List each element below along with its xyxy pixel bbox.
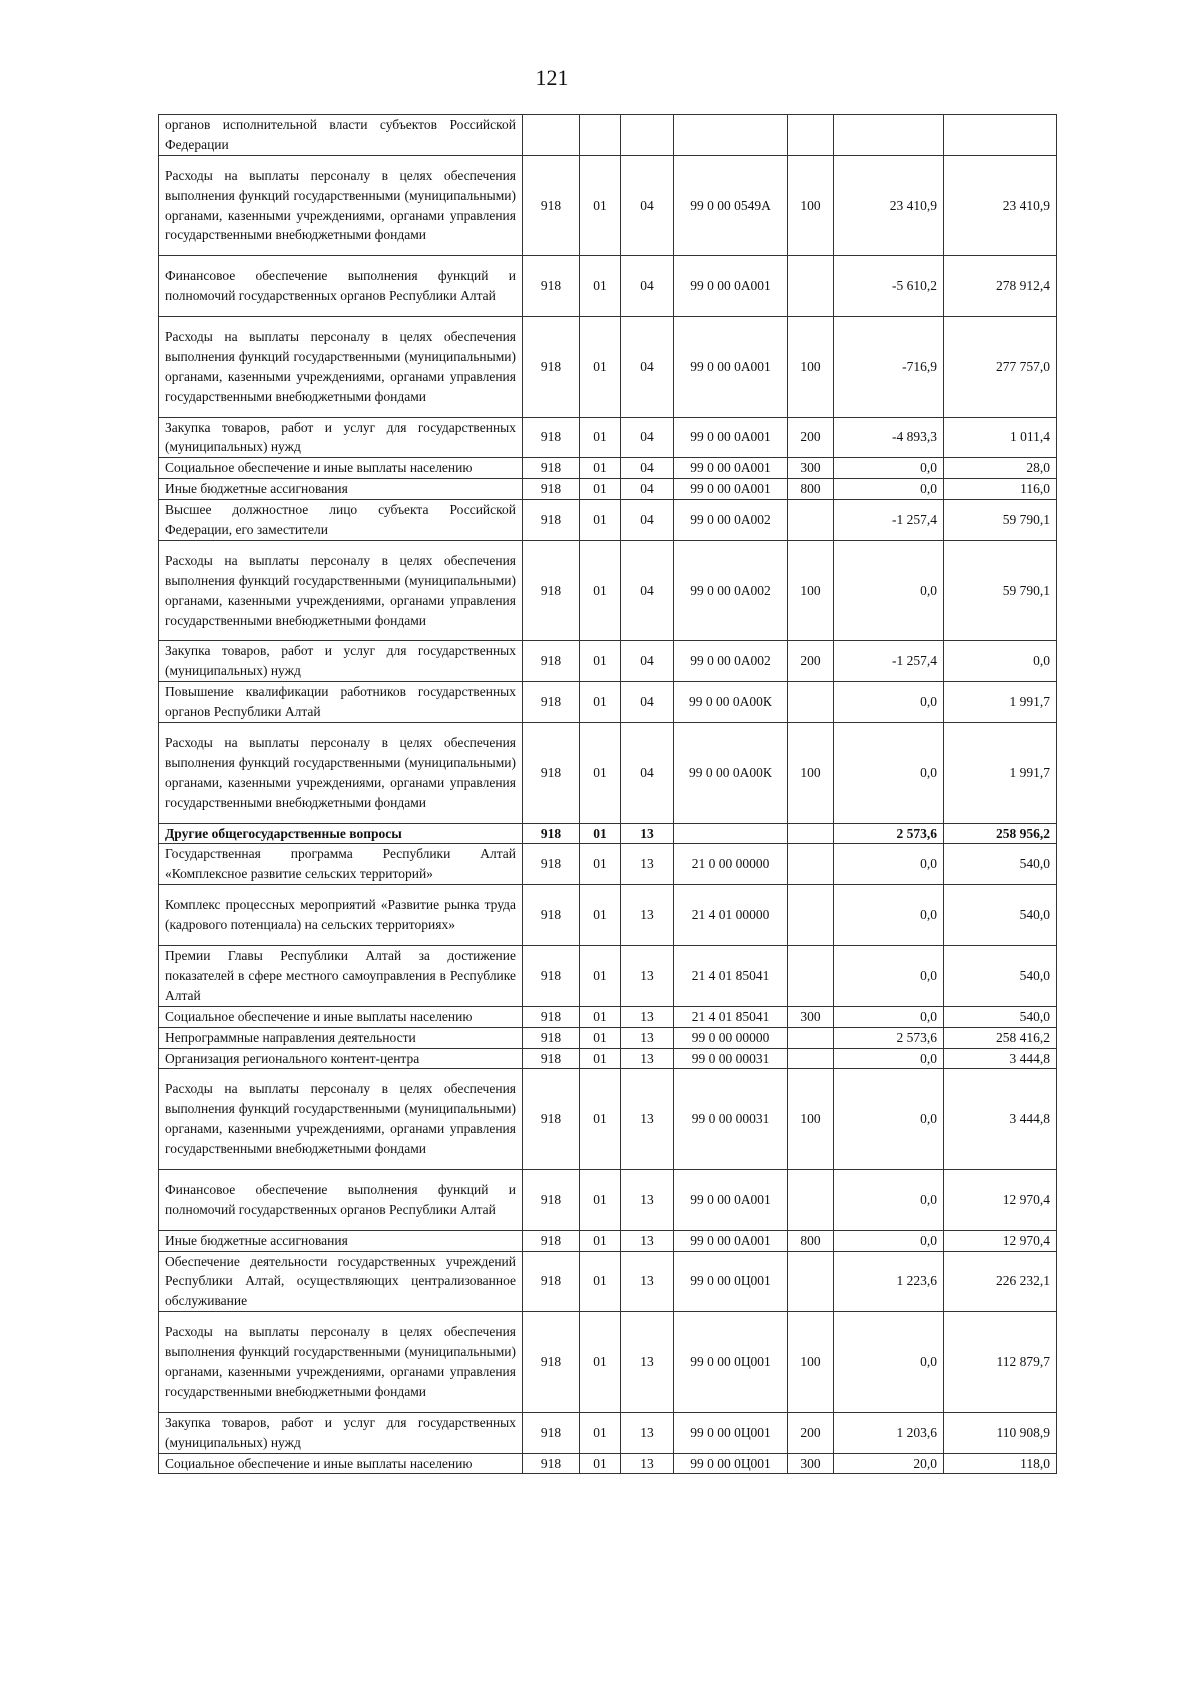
table-row xyxy=(159,1027,1057,1048)
table-row xyxy=(159,1048,1057,1069)
expense-type-cell xyxy=(788,844,834,885)
change-amount-cell: 0,0 xyxy=(834,1230,944,1251)
grbs-code-cell: 918 xyxy=(523,417,580,458)
grbs-code-cell: 918 xyxy=(523,1453,580,1474)
total-amount-cell: 59 790,1 xyxy=(944,540,1057,641)
grbs-code-cell: 918 xyxy=(523,823,580,844)
expense-name-cell: Финансовое обеспечение выполнения функций и полномочий государственных органов Республики Алтай xyxy=(159,1169,523,1230)
total-amount-cell: 3 444,8 xyxy=(944,1069,1057,1170)
total-amount-cell: 118,0 xyxy=(944,1453,1057,1474)
section-code-cell: 01 xyxy=(580,1412,621,1453)
section-code-cell: 01 xyxy=(580,155,621,256)
table-row xyxy=(159,1251,1057,1312)
grbs-code-cell: 918 xyxy=(523,500,580,541)
change-amount-cell: 0,0 xyxy=(834,1006,944,1027)
total-amount-cell: 278 912,4 xyxy=(944,256,1057,317)
expense-name-cell: Повышение квалификации работников государственных органов Республики Алтай xyxy=(159,682,523,723)
subsection-code-cell: 13 xyxy=(621,1069,674,1170)
change-amount-cell: 0,0 xyxy=(834,682,944,723)
target-article-cell: 99 0 00 0А002 xyxy=(674,500,788,541)
expense-type-cell xyxy=(788,1027,834,1048)
section-code-cell: 01 xyxy=(580,682,621,723)
expense-type-cell: 100 xyxy=(788,317,834,418)
total-amount-cell: 540,0 xyxy=(944,885,1057,946)
section-code-cell: 01 xyxy=(580,1069,621,1170)
table-row xyxy=(159,458,1057,479)
target-article-cell: 99 0 00 0А001 xyxy=(674,317,788,418)
target-article-cell: 99 0 00 0А00К xyxy=(674,682,788,723)
subsection-code-cell: 04 xyxy=(621,723,674,824)
target-article-cell: 99 0 00 0А00К xyxy=(674,723,788,824)
section-code-cell: 01 xyxy=(580,1251,621,1312)
subsection-code-cell: 04 xyxy=(621,256,674,317)
change-amount-cell: 0,0 xyxy=(834,945,944,1006)
section-code-cell: 01 xyxy=(580,500,621,541)
change-amount-cell: 0,0 xyxy=(834,844,944,885)
target-article-cell xyxy=(674,823,788,844)
section-code-cell: 01 xyxy=(580,823,621,844)
grbs-code-cell: 918 xyxy=(523,1027,580,1048)
total-amount-cell: 59 790,1 xyxy=(944,500,1057,541)
section-code-cell: 01 xyxy=(580,317,621,418)
expense-type-cell xyxy=(788,1251,834,1312)
expense-type-cell xyxy=(788,500,834,541)
change-amount-cell: 0,0 xyxy=(834,1312,944,1413)
grbs-code-cell: 918 xyxy=(523,1251,580,1312)
change-amount-cell: 0,0 xyxy=(834,885,944,946)
section-code-cell: 01 xyxy=(580,540,621,641)
expense-name-cell: Закупка товаров, работ и услуг для государственных (муниципальных) нужд xyxy=(159,641,523,682)
expense-name-cell: Высшее должностное лицо субъекта Российской Федерации, его заместители xyxy=(159,500,523,541)
section-code-cell: 01 xyxy=(580,1169,621,1230)
table-row xyxy=(159,256,1057,317)
subsection-code-cell: 04 xyxy=(621,540,674,641)
expense-type-cell xyxy=(788,885,834,946)
table-row xyxy=(159,1453,1057,1474)
target-article-cell: 99 0 00 0А001 xyxy=(674,1169,788,1230)
change-amount-cell: 0,0 xyxy=(834,723,944,824)
section-code-cell: 01 xyxy=(580,417,621,458)
target-article-cell: 99 0 00 0А002 xyxy=(674,540,788,641)
subsection-code-cell: 13 xyxy=(621,945,674,1006)
subsection-code-cell: 13 xyxy=(621,1169,674,1230)
expense-name-cell: Премии Главы Республики Алтай за достижение показателей в сфере местного самоуправления в Республике Алтай xyxy=(159,945,523,1006)
grbs-code-cell: 918 xyxy=(523,1048,580,1069)
section-code-cell: 01 xyxy=(580,479,621,500)
section-code-cell: 01 xyxy=(580,1048,621,1069)
subsection-code-cell: 13 xyxy=(621,1312,674,1413)
change-amount-cell: 0,0 xyxy=(834,1048,944,1069)
change-amount-cell: 1 223,6 xyxy=(834,1251,944,1312)
target-article-cell: 99 0 00 0А001 xyxy=(674,458,788,479)
target-article-cell: 99 0 00 0Ц001 xyxy=(674,1453,788,1474)
total-amount-cell: 110 908,9 xyxy=(944,1412,1057,1453)
subsection-code-cell: 13 xyxy=(621,1453,674,1474)
change-amount-cell: 0,0 xyxy=(834,1069,944,1170)
expense-type-cell: 300 xyxy=(788,458,834,479)
expense-name-cell: Закупка товаров, работ и услуг для государственных (муниципальных) нужд xyxy=(159,417,523,458)
subsection-code-cell: 13 xyxy=(621,1006,674,1027)
subsection-code-cell: 04 xyxy=(621,479,674,500)
change-amount-cell: -1 257,4 xyxy=(834,641,944,682)
expense-name-cell: органов исполнительной власти субъектов Российской Федерации xyxy=(159,115,523,156)
table-row xyxy=(159,823,1057,844)
total-amount-cell: 1 991,7 xyxy=(944,723,1057,824)
total-amount-cell: 258 416,2 xyxy=(944,1027,1057,1048)
target-article-cell: 99 0 00 0А001 xyxy=(674,417,788,458)
expense-type-cell: 800 xyxy=(788,479,834,500)
expense-type-cell: 100 xyxy=(788,540,834,641)
total-amount-cell: 116,0 xyxy=(944,479,1057,500)
target-article-cell: 21 0 00 00000 xyxy=(674,844,788,885)
table-row xyxy=(159,1006,1057,1027)
subsection-code-cell: 04 xyxy=(621,458,674,479)
grbs-code-cell: 918 xyxy=(523,844,580,885)
expense-name-cell: Социальное обеспечение и иные выплаты населению xyxy=(159,458,523,479)
grbs-code-cell: 918 xyxy=(523,256,580,317)
expense-type-cell xyxy=(788,682,834,723)
expense-type-cell xyxy=(788,256,834,317)
section-code-cell: 01 xyxy=(580,458,621,479)
change-amount-cell: -716,9 xyxy=(834,317,944,418)
section-code-cell: 01 xyxy=(580,256,621,317)
expense-type-cell: 100 xyxy=(788,1069,834,1170)
total-amount-cell: 0,0 xyxy=(944,641,1057,682)
table-row xyxy=(159,1412,1057,1453)
table-row xyxy=(159,540,1057,641)
target-article-cell xyxy=(674,115,788,156)
section-code-cell: 01 xyxy=(580,945,621,1006)
total-amount-cell: 28,0 xyxy=(944,458,1057,479)
section-code-cell: 01 xyxy=(580,1453,621,1474)
section-code-cell: 01 xyxy=(580,1230,621,1251)
table-row xyxy=(159,844,1057,885)
expense-type-cell xyxy=(788,115,834,156)
change-amount-cell: 0,0 xyxy=(834,540,944,641)
target-article-cell: 99 0 00 0А001 xyxy=(674,479,788,500)
expense-name-cell: Расходы на выплаты персоналу в целях обеспечения выполнения функций государственными (муниципальными) органами, казенными учреждениями, органами управления государственными внебюджетными фондами xyxy=(159,317,523,418)
expense-type-cell: 800 xyxy=(788,1230,834,1251)
subsection-code-cell: 04 xyxy=(621,317,674,418)
change-amount-cell: 23 410,9 xyxy=(834,155,944,256)
grbs-code-cell: 918 xyxy=(523,1006,580,1027)
change-amount-cell: 0,0 xyxy=(834,479,944,500)
grbs-code-cell: 918 xyxy=(523,479,580,500)
page-number: 121 xyxy=(535,65,569,90)
table-row xyxy=(159,1169,1057,1230)
expense-type-cell: 300 xyxy=(788,1006,834,1027)
subsection-code-cell: 13 xyxy=(621,885,674,946)
change-amount-cell: 0,0 xyxy=(834,458,944,479)
table-row xyxy=(159,682,1057,723)
change-amount-cell: -1 257,4 xyxy=(834,500,944,541)
table-row xyxy=(159,417,1057,458)
section-code-cell: 01 xyxy=(580,885,621,946)
target-article-cell: 21 4 01 85041 xyxy=(674,945,788,1006)
grbs-code-cell: 918 xyxy=(523,885,580,946)
change-amount-cell: 1 203,6 xyxy=(834,1412,944,1453)
expense-name-cell: Обеспечение деятельности государственных учреждений Республики Алтай, осуществляющих централизованное обслуживание xyxy=(159,1251,523,1312)
change-amount-cell: 2 573,6 xyxy=(834,1027,944,1048)
expense-name-cell: Расходы на выплаты персоналу в целях обеспечения выполнения функций государственными (муниципальными) органами, казенными учреждениями, органами управления государственными внебюджетными фондами xyxy=(159,1069,523,1170)
section-code-cell: 01 xyxy=(580,723,621,824)
expense-name-cell: Финансовое обеспечение выполнения функций и полномочий государственных органов Республики Алтай xyxy=(159,256,523,317)
total-amount-cell: 112 879,7 xyxy=(944,1312,1057,1413)
total-amount-cell xyxy=(944,115,1057,156)
target-article-cell: 21 4 01 00000 xyxy=(674,885,788,946)
expense-name-cell: Расходы на выплаты персоналу в целях обеспечения выполнения функций государственными (муниципальными) органами, казенными учреждениями, органами управления государственными внебюджетными фондами xyxy=(159,155,523,256)
grbs-code-cell: 918 xyxy=(523,1412,580,1453)
grbs-code-cell: 918 xyxy=(523,723,580,824)
table-row xyxy=(159,1069,1057,1170)
table-row xyxy=(159,1230,1057,1251)
expense-name-cell: Иные бюджетные ассигнования xyxy=(159,479,523,500)
target-article-cell: 21 4 01 85041 xyxy=(674,1006,788,1027)
expense-type-cell: 200 xyxy=(788,641,834,682)
expense-name-cell: Социальное обеспечение и иные выплаты населению xyxy=(159,1006,523,1027)
change-amount-cell: -4 893,3 xyxy=(834,417,944,458)
expense-name-cell: Другие общегосударственные вопросы xyxy=(159,823,523,844)
grbs-code-cell xyxy=(523,115,580,156)
table-row xyxy=(159,1312,1057,1413)
total-amount-cell: 12 970,4 xyxy=(944,1230,1057,1251)
grbs-code-cell: 918 xyxy=(523,458,580,479)
grbs-code-cell: 918 xyxy=(523,682,580,723)
target-article-cell: 99 0 00 00031 xyxy=(674,1048,788,1069)
subsection-code-cell: 13 xyxy=(621,1048,674,1069)
target-article-cell: 99 0 00 0А001 xyxy=(674,256,788,317)
budget-table-body xyxy=(159,115,1057,1474)
expense-name-cell: Расходы на выплаты персоналу в целях обеспечения выполнения функций государственными (муниципальными) органами, казенными учреждениями, органами управления государственными внебюджетными фондами xyxy=(159,1312,523,1413)
section-code-cell: 01 xyxy=(580,1027,621,1048)
target-article-cell: 99 0 00 0Ц001 xyxy=(674,1251,788,1312)
table-row xyxy=(159,500,1057,541)
change-amount-cell: -5 610,2 xyxy=(834,256,944,317)
table-row xyxy=(159,479,1057,500)
grbs-code-cell: 918 xyxy=(523,641,580,682)
change-amount-cell: 0,0 xyxy=(834,1169,944,1230)
expense-type-cell: 200 xyxy=(788,417,834,458)
expense-type-cell xyxy=(788,945,834,1006)
expense-name-cell: Государственная программа Республики Алтай «Комплексное развитие сельских территорий» xyxy=(159,844,523,885)
expense-type-cell: 100 xyxy=(788,1312,834,1413)
target-article-cell: 99 0 00 0А001 xyxy=(674,1230,788,1251)
grbs-code-cell: 918 xyxy=(523,1312,580,1413)
expense-name-cell: Расходы на выплаты персоналу в целях обеспечения выполнения функций государственными (муниципальными) органами, казенными учреждениями, органами управления государственными внебюджетными фондами xyxy=(159,540,523,641)
grbs-code-cell: 918 xyxy=(523,1069,580,1170)
subsection-code-cell: 04 xyxy=(621,155,674,256)
subsection-code-cell: 13 xyxy=(621,1251,674,1312)
subsection-code-cell: 13 xyxy=(621,844,674,885)
table-row xyxy=(159,641,1057,682)
total-amount-cell: 540,0 xyxy=(944,945,1057,1006)
expense-name-cell: Расходы на выплаты персоналу в целях обеспечения выполнения функций государственными (муниципальными) органами, казенными учреждениями, органами управления государственными внебюджетными фондами xyxy=(159,723,523,824)
section-code-cell xyxy=(580,115,621,156)
target-article-cell: 99 0 00 0549А xyxy=(674,155,788,256)
table-row xyxy=(159,317,1057,418)
expense-type-cell: 300 xyxy=(788,1453,834,1474)
grbs-code-cell: 918 xyxy=(523,945,580,1006)
total-amount-cell: 226 232,1 xyxy=(944,1251,1057,1312)
section-code-cell: 01 xyxy=(580,1312,621,1413)
grbs-code-cell: 918 xyxy=(523,1169,580,1230)
table-row xyxy=(159,885,1057,946)
change-amount-cell: 2 573,6 xyxy=(834,823,944,844)
expense-type-cell xyxy=(788,1169,834,1230)
expense-type-cell: 200 xyxy=(788,1412,834,1453)
target-article-cell: 99 0 00 00000 xyxy=(674,1027,788,1048)
change-amount-cell xyxy=(834,115,944,156)
grbs-code-cell: 918 xyxy=(523,540,580,641)
grbs-code-cell: 918 xyxy=(523,155,580,256)
expense-name-cell: Непрограммные направления деятельности xyxy=(159,1027,523,1048)
expense-type-cell: 100 xyxy=(788,723,834,824)
expense-name-cell: Организация регионального контент-центра xyxy=(159,1048,523,1069)
expense-type-cell: 100 xyxy=(788,155,834,256)
expense-name-cell: Иные бюджетные ассигнования xyxy=(159,1230,523,1251)
grbs-code-cell: 918 xyxy=(523,1230,580,1251)
subsection-code-cell: 13 xyxy=(621,1230,674,1251)
expense-type-cell xyxy=(788,1048,834,1069)
table-row xyxy=(159,155,1057,256)
total-amount-cell: 12 970,4 xyxy=(944,1169,1057,1230)
target-article-cell: 99 0 00 0А002 xyxy=(674,641,788,682)
section-code-cell: 01 xyxy=(580,1006,621,1027)
change-amount-cell: 20,0 xyxy=(834,1453,944,1474)
grbs-code-cell: 918 xyxy=(523,317,580,418)
budget-table xyxy=(158,114,1057,1474)
total-amount-cell: 258 956,2 xyxy=(944,823,1057,844)
section-code-cell: 01 xyxy=(580,844,621,885)
total-amount-cell: 1 991,7 xyxy=(944,682,1057,723)
total-amount-cell: 540,0 xyxy=(944,844,1057,885)
table-row xyxy=(159,723,1057,824)
subsection-code-cell: 04 xyxy=(621,417,674,458)
subsection-code-cell: 13 xyxy=(621,1412,674,1453)
target-article-cell: 99 0 00 00031 xyxy=(674,1069,788,1170)
target-article-cell: 99 0 00 0Ц001 xyxy=(674,1412,788,1453)
table-row xyxy=(159,945,1057,1006)
section-code-cell: 01 xyxy=(580,641,621,682)
target-article-cell: 99 0 00 0Ц001 xyxy=(674,1312,788,1413)
total-amount-cell: 1 011,4 xyxy=(944,417,1057,458)
expense-name-cell: Социальное обеспечение и иные выплаты населению xyxy=(159,1453,523,1474)
subsection-code-cell: 13 xyxy=(621,1027,674,1048)
subsection-code-cell: 04 xyxy=(621,682,674,723)
total-amount-cell: 23 410,9 xyxy=(944,155,1057,256)
total-amount-cell: 540,0 xyxy=(944,1006,1057,1027)
subsection-code-cell: 04 xyxy=(621,500,674,541)
total-amount-cell: 277 757,0 xyxy=(944,317,1057,418)
expense-type-cell xyxy=(788,823,834,844)
subsection-code-cell: 04 xyxy=(621,641,674,682)
total-amount-cell: 3 444,8 xyxy=(944,1048,1057,1069)
subsection-code-cell: 13 xyxy=(621,823,674,844)
table-row xyxy=(159,115,1057,156)
subsection-code-cell xyxy=(621,115,674,156)
expense-name-cell: Закупка товаров, работ и услуг для государственных (муниципальных) нужд xyxy=(159,1412,523,1453)
expense-name-cell: Комплекс процессных мероприятий «Развитие рынка труда (кадрового потенциала) на сельских территориях» xyxy=(159,885,523,946)
